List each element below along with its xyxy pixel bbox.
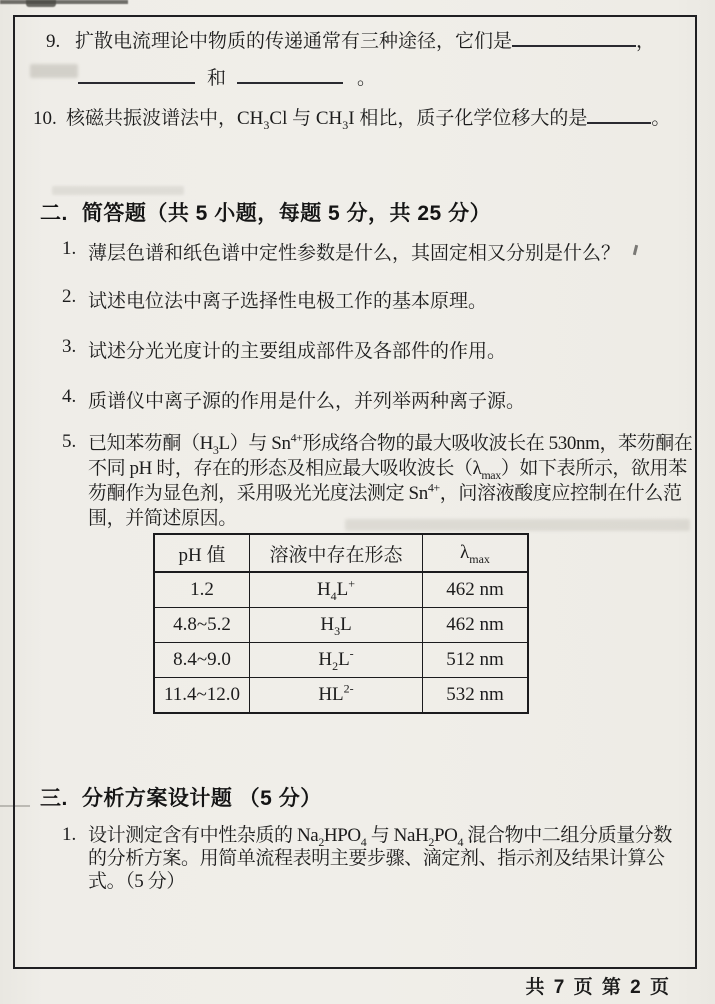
section-2-item-2 xyxy=(62,286,487,313)
fill-in-blank-line xyxy=(587,106,651,124)
table-cell-lambda: 532 nm xyxy=(423,678,529,714)
question-number: 10. xyxy=(33,108,57,129)
scan-edge-artifact xyxy=(0,0,128,4)
section-2-item-5 xyxy=(62,431,696,531)
table-cell-ph: 11.4~12.0 xyxy=(154,678,250,714)
question-9-line-2 xyxy=(78,63,376,90)
item-text-line: 已知苯芴酮$(H_3L)$与 $Sn^{4+}$形成络合物的最大吸收波长在 530nm，苯芴酮在 xyxy=(88,430,693,457)
table-header-cell: pH 值 xyxy=(154,534,250,572)
table-cell-species: $H_2L^-$ xyxy=(250,643,423,678)
section-numeral: 三. xyxy=(40,787,68,810)
item-text xyxy=(88,824,672,893)
item-text-line: 不同 pH 时，存在的形态及相应最大吸收波长$(\lambda_{max})$如下表所示，欲用苯 xyxy=(88,458,687,482)
item-text-line: 式。（5 分） xyxy=(88,871,185,892)
item-text: 试述电位法中离子选择性电极工作的基本原理。 xyxy=(88,291,488,312)
punctuation: ， xyxy=(636,31,656,52)
table-row xyxy=(154,572,528,608)
table-row xyxy=(154,608,528,643)
section-2-item-1 xyxy=(62,238,620,265)
item-text xyxy=(88,431,692,531)
item-number: 4. xyxy=(62,386,77,407)
section-3-item-1 xyxy=(62,824,696,893)
item-number: 1. xyxy=(62,238,77,259)
item-text-line: 围，并简述原因。 xyxy=(88,508,237,529)
table-cell-species: $H_3L$ xyxy=(250,608,423,643)
punctuation: 。 xyxy=(651,108,671,129)
item-number: 3. xyxy=(62,336,77,357)
item-text: 试述分光光度计的主要组成部件及各部件的作用。 xyxy=(88,341,507,362)
fill-in-blank-line xyxy=(78,66,195,84)
connector-text: 和 xyxy=(207,68,227,89)
section-title: 简答题（共 5 小题，每题 5 分，共 25 分） xyxy=(81,202,492,225)
table-cell-species: $HL^{2-}$ xyxy=(250,678,423,714)
punctuation: 。 xyxy=(357,68,377,89)
ph-table xyxy=(153,533,529,714)
table-cell-ph: 8.4~9.0 xyxy=(154,643,250,678)
item-text: 薄层色谱和纸色谱中定性参数是什么，其固定相又分别是什么？ xyxy=(88,243,621,264)
table-header-row xyxy=(154,534,528,572)
item-text: 质谱仪中离子源的作用是什么，并列举两种离子源。 xyxy=(88,391,526,412)
question-text: 核磁共振波谱法中，$CH_3Cl$ 与 $CH_3I$ 相比，质子化学位移大的是 xyxy=(66,108,588,132)
section-2-item-3 xyxy=(62,336,506,363)
question-number: 9. xyxy=(46,31,61,52)
item-text-line: 芴酮作为显色剂，采用吸光光度法测定 $Sn^{4+}$，问溶液酸度应控制在什么范 xyxy=(88,480,682,504)
question-text: 扩散电流理论中物质的传递通常有三种途径，它们是 xyxy=(75,31,513,52)
section-3-heading xyxy=(40,782,322,812)
item-number: 2. xyxy=(62,286,77,307)
question-10 xyxy=(33,103,670,130)
section-2-heading xyxy=(40,197,491,227)
page-footer: 共 7 页 第 2 页 xyxy=(525,977,671,998)
table-row xyxy=(154,643,528,678)
table-cell-ph: 1.2 xyxy=(154,572,250,608)
fill-in-blank-line xyxy=(512,29,636,47)
table-cell-lambda: 462 nm xyxy=(423,572,529,608)
table-cell-species: $H_4L^+$ xyxy=(250,572,423,608)
item-text-line: 的分析方案。用简单流程表明主要步骤、滴定剂、指示剂及结果计算公 xyxy=(88,848,665,869)
item-text-line: 设计测定含有中性杂质的 $Na_2HPO_4$ 与 $NaH_2PO_4$ 混合物中二组分质量分数 xyxy=(88,825,672,849)
fill-in-blank-line xyxy=(237,66,343,84)
question-9-line-1 xyxy=(46,26,655,53)
section-numeral: 二. xyxy=(40,202,68,225)
section-title: 分析方案设计题 （5 分） xyxy=(81,787,322,810)
item-number: 5. xyxy=(62,431,77,452)
section-2-item-4 xyxy=(62,386,525,413)
table-header-cell: $\lambda_{max}$ xyxy=(423,534,529,572)
table-row xyxy=(154,678,528,714)
table-cell-lambda: 512 nm xyxy=(423,643,529,678)
table-header-cell: 溶液中存在形态 xyxy=(250,534,423,572)
table-cell-lambda: 462 nm xyxy=(423,608,529,643)
item-number: 1. xyxy=(62,824,77,845)
table-cell-ph: 4.8~5.2 xyxy=(154,608,250,643)
scan-edge-artifact xyxy=(26,0,56,7)
